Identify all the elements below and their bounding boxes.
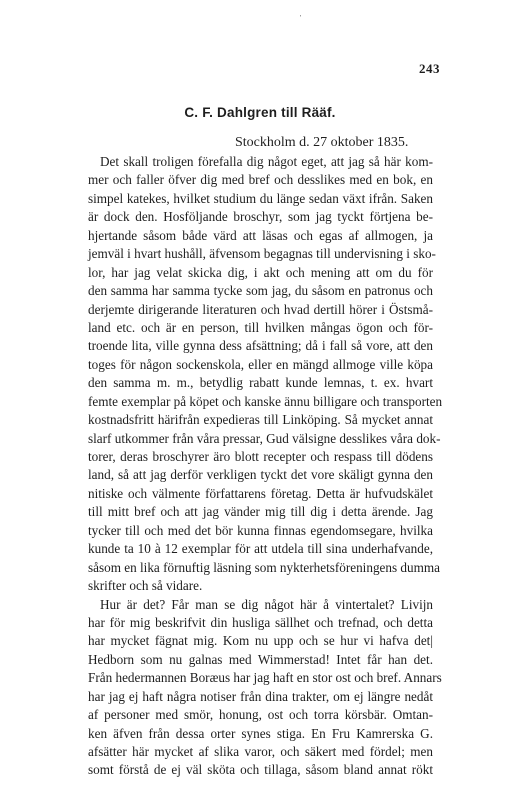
text-line: nitiske och välmente författarens företag. Detta är hufvudskälet (88, 485, 433, 501)
text-line: torer, deras broschyrer äro blott recepter och respass till dödens (88, 449, 433, 464)
letter-date-line: Stockholm d. 27 oktober 1835. (235, 135, 409, 150)
text-line: femte exemplar på köpet och kanske ännu billigare och transporten (88, 393, 443, 409)
text-line: simpel katekes, hvilket studium du länge sedan växt ifrån. Saken (88, 190, 433, 206)
text-line: jemväl i hvart hushåll, äfvensom begagnas till undervisning i sko- (88, 246, 436, 262)
text-line: den samma m. m., betydlig rabatt kunde lemnas, t. ex. hvart (88, 375, 433, 391)
text-line: Hur är det? Får man se dig något här å vintertalet? Livijn (100, 596, 433, 612)
text-line: Hedborn som nu galnas med Wimmerstad! Intet får han det. (88, 651, 433, 667)
text-line: såsom en lika förnuftig läsning som nykterhetsföreningens dumma (88, 559, 440, 575)
text-line: är dock den. Hosföljande broschyr, som jag tyckt förtjena be- (88, 209, 433, 225)
text-line: tycker till och med det bör kunna finnas egendomsegare, hvilka (88, 522, 433, 538)
text-line: den samma har samma tycke som jag, du såsom en patronus och (88, 283, 433, 299)
text-line: lor, har jag velat skicka dig, i akt och mening att om du för (88, 264, 433, 280)
text-line: afsätter här mycket af slika varor, och säkert med fördel; men (88, 744, 433, 759)
print-mark: ' (300, 14, 302, 22)
text-line: toges för någon sockenskola, eller en mängd allmoge ville köpa (88, 356, 433, 372)
text-line: har mycket fägnat mig. Kom nu upp och se hur vi hafva det| (88, 633, 433, 649)
text-line: mer och faller öfver dig med bref och desslikes med en bok, en (88, 172, 433, 188)
text-line: har för mig beskrifvit din husliga sällhet och trefnad, och detta (88, 614, 433, 630)
text-line: somt förstå de ej väl sköta och tillaga, såsom bland annat rökt (88, 762, 433, 778)
text-line: till mitt bref och att jag vänder mig till dig i detta ärende. Jag (88, 504, 433, 520)
text-line: derjemte dirigerande literaturen och hvad dertill hörer i Östsmå- (88, 301, 433, 317)
text-line: land, så att jag derför verkligen tyckt det vore skäligt gynna den (88, 467, 433, 483)
text-line: Från hedermannen Boræus har jag haft en stor ost och bref. Annars (88, 670, 442, 686)
text-line: ken äfven från dessa orter synes stiga. En Fru Kamrerska G. (88, 725, 433, 741)
text-line: troende lita, ville gynna dess afsättning; då i fall så vore, att den (88, 338, 433, 354)
text-line: har jag ej haft några notiser från dina trakter, om ej längre nedåt (88, 688, 433, 704)
text-line: af personer med smör, honung, ost och torra körsbär. Omtan- (88, 707, 433, 723)
letter-body (88, 153, 443, 780)
letter-title: C. F. Dahlgren till Rääf. (184, 105, 336, 120)
text-line: slarf utkommer från våra pressar, Gud välsigne desslikes våra dok- (88, 430, 441, 446)
text-line: kostnadsfritt härifrån expedieras till Linköping. Så mycket annat (88, 412, 433, 428)
text-line: skrifter och så vidare. (88, 578, 203, 594)
text-line: land etc. och är en person, till hvilken mångas ögon och för- (88, 319, 433, 335)
text-line: Det skall troligen förefalla dig något eget, att jag så här kom- (100, 154, 433, 169)
text-line: hjertande såsom både värd att läsas och egas af allmogen, ja (88, 227, 433, 243)
page-number: 243 (419, 61, 440, 76)
text-line: kunde ta 10 à 12 exemplar för att utdela till sina underhafvande, (88, 541, 433, 557)
